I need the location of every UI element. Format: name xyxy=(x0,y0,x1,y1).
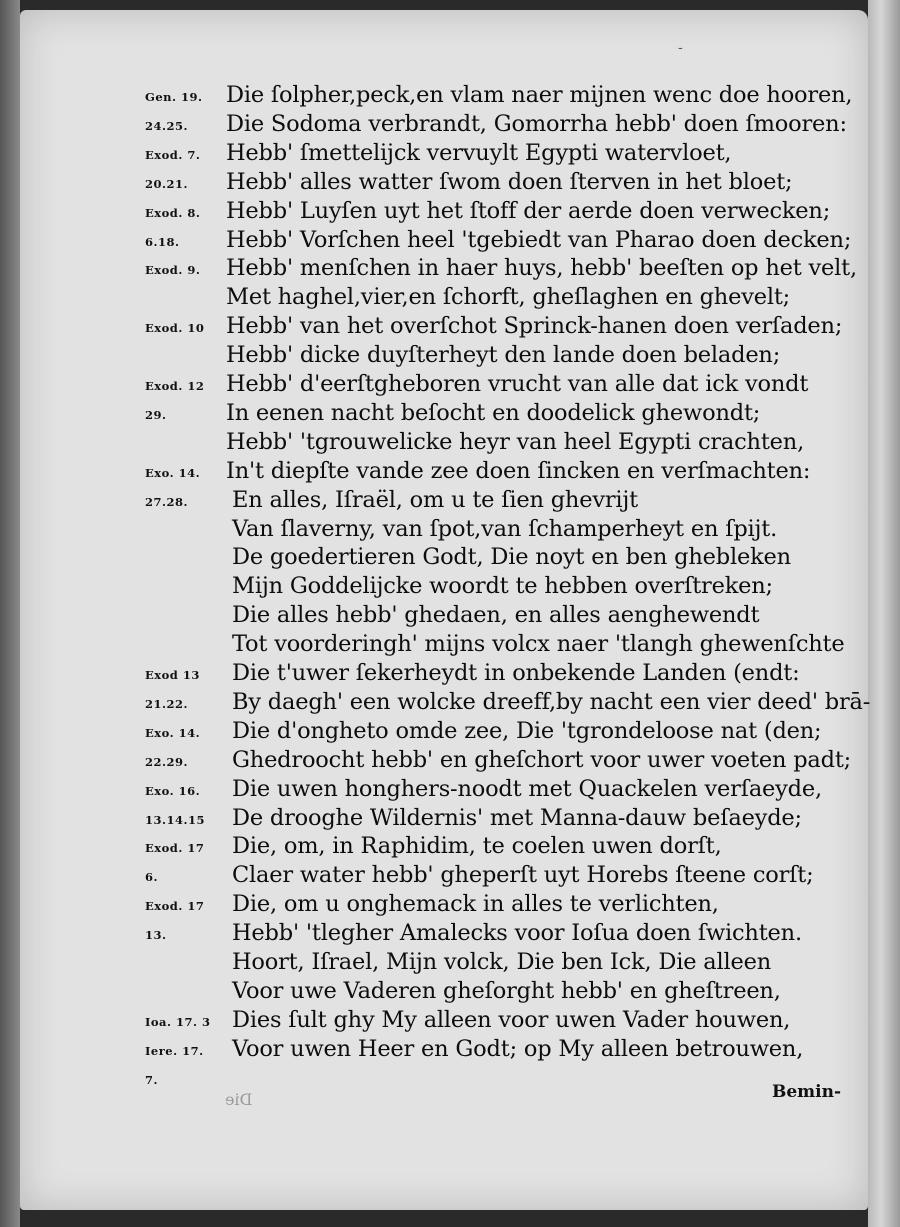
margin-note: 13.14.15 xyxy=(145,812,206,827)
verse-text: De drooghe Wildernis' met Manna-dauw beſaeyde; xyxy=(232,804,802,831)
margin-note: 6. xyxy=(145,870,159,885)
verse-line xyxy=(0,313,860,339)
verse-text: De goedertieren Godt, Die noyt en ben ghebleken xyxy=(232,544,791,571)
verse-line xyxy=(0,82,860,108)
verse-text: In eenen nacht beſocht en doodelick ghewondt; xyxy=(226,399,761,426)
margin-note: 22.29. xyxy=(145,754,189,769)
verse-text: Tot voorderingh' mijns volcx naer 'tlangh ghewenſchte xyxy=(232,631,845,658)
verse-line xyxy=(0,516,860,542)
verse-text: Hebb' alles watter ſwom doen ſterven in het bloet; xyxy=(226,168,793,195)
verse-line xyxy=(0,631,860,657)
verse-line xyxy=(0,140,860,166)
verse-text: In't diepſte vande zee doen ſincken en verſmachten: xyxy=(226,457,811,484)
margin-note: Exod. 8. xyxy=(145,205,201,220)
margin-note: Iere. 17. xyxy=(145,1043,204,1058)
verse-text: Die alles hebb' ghedaen, en alles aenghewendt xyxy=(232,602,760,629)
margin-note: 27.28. xyxy=(145,494,189,509)
verse-line xyxy=(0,1065,860,1091)
verse-text: Dies ſult ghy My alleen voor uwen Vader houwen, xyxy=(232,1006,791,1033)
margin-note: Exo. 14. xyxy=(145,465,201,480)
verse-line xyxy=(0,1007,860,1033)
verse-text: Hebb' menſchen in haer huys, hebb' beeſten op het velt, xyxy=(226,255,857,282)
verse-text: Claer water hebb' gheperſt uyt Horebs ſteene corſt; xyxy=(232,862,814,889)
verse-text: Hebb' 'tlegher Amalecks voor Ioſua doen ſwichten. xyxy=(232,920,802,947)
margin-note: Exo. 14. xyxy=(145,725,201,740)
margin-note: 21.22. xyxy=(145,696,189,711)
verse-line xyxy=(0,458,860,484)
margin-note: Exod. 12 xyxy=(145,379,205,393)
margin-note: 6.18. xyxy=(145,234,180,249)
margin-note: Exod. 7. xyxy=(145,147,201,162)
margin-note: 7. xyxy=(145,1072,159,1087)
verse-text: Van ſlaverny, van ſpot,van ſchamperheyt en ſpijt. xyxy=(232,515,778,542)
verse-line xyxy=(0,342,860,368)
margin-note: Exod 13 xyxy=(145,668,200,682)
verse-text: Ghedroocht hebb' en gheſchort voor uwer voeten padt; xyxy=(232,746,852,773)
verse-line xyxy=(0,805,860,831)
verse-line xyxy=(0,833,860,859)
verse-text: Hebb' dicke duyſterheyt den lande doen beladen; xyxy=(226,342,781,369)
verse-line xyxy=(0,747,860,773)
margin-note: Exod. 17 xyxy=(145,841,205,856)
verse-text: By daegh' een wolcke dreeff,by nacht een vier deed' brā- xyxy=(232,688,871,715)
margin-note: Exod. 17 xyxy=(145,899,205,914)
verse-text: Hebb' d'eerſtgheboren vrucht van alle dat ick vondt xyxy=(226,371,809,397)
verse-text: Die t'uwer ſekerheydt in onbekende Landen (endt: xyxy=(232,660,800,686)
verse-line xyxy=(0,544,860,570)
verse-text: Hebb' van het overſchot Sprinck-hanen doen verſaden; xyxy=(226,313,843,340)
bleed-through-text: Die xyxy=(225,1090,253,1109)
verse-text: Hebb' Luyſen uyt het ſtoff der aerde doen verwecken; xyxy=(226,197,831,224)
verse-line xyxy=(0,862,860,888)
verse-line xyxy=(0,487,860,513)
verse-line xyxy=(0,688,871,715)
verse-text: Hebb' ſmettelijck vervuylt Egypti watervloet, xyxy=(226,139,732,166)
verse-text: Die ſolpher,peck,en vlam naer mijnen wenc doe hooren, xyxy=(226,82,853,108)
verse-text: Mijn Goddelijcke woordt te hebben overſtreken; xyxy=(232,573,773,600)
verse-line xyxy=(0,660,860,686)
verse-text: Die d'ongheto omde zee, Die 'tgrondeloose nat (den; xyxy=(232,717,822,744)
verse-line xyxy=(0,371,860,397)
verse-text: Hebb' 'tgrouwelicke heyr van heel Egypti crachten, xyxy=(226,428,805,455)
verse-text: Die, om u onghemack in alles te verlichten, xyxy=(232,891,719,918)
verse-line xyxy=(0,949,860,975)
catchword: Bemin- xyxy=(772,1082,842,1102)
verse-line xyxy=(0,400,860,426)
margin-note: 29. xyxy=(145,407,167,422)
verse-line xyxy=(0,891,860,917)
verse-line xyxy=(0,429,860,455)
verse-text: Die Sodoma verbrandt, Gomorrha hebb' doen ſmooren: xyxy=(226,110,847,137)
verse-text: Voor uwen Heer en Godt; op My alleen betrouwen, xyxy=(232,1035,804,1062)
verse-line xyxy=(0,1036,860,1062)
verse-line xyxy=(0,227,860,253)
verse-line xyxy=(0,255,860,281)
margin-note: Gen. 19. xyxy=(145,90,203,104)
verse-line xyxy=(0,920,860,946)
verse-line xyxy=(0,776,860,802)
verse-line xyxy=(0,284,860,310)
verse-text: Die, om, in Raphidim, te coelen uwen dorſt, xyxy=(232,833,722,860)
verse-line xyxy=(0,573,860,599)
margin-note: 13. xyxy=(145,928,167,943)
verse-text: Hebb' Vorſchen heel 'tgebiedt van Pharao doen decken; xyxy=(226,226,852,253)
book-right-edge xyxy=(868,0,900,1227)
verse-line xyxy=(0,198,860,224)
verse-line xyxy=(0,169,860,195)
ink-mark: - xyxy=(678,40,683,56)
margin-note: 20.21. xyxy=(145,176,189,191)
verse-text: Die uwen honghers-noodt met Quackelen verſaeyde, xyxy=(232,775,822,802)
margin-note: Exod. 10 xyxy=(145,321,205,336)
margin-note: Ioa. 17. 3 xyxy=(145,1014,211,1029)
verse-line xyxy=(0,602,860,628)
margin-note: 24.25. xyxy=(145,118,189,133)
verse-line xyxy=(0,978,860,1004)
verse-line xyxy=(0,718,860,744)
verse-text: Voor uwe Vaderen gheſorght hebb' en gheſtreen, xyxy=(232,977,781,1004)
verse-text: En alles, Iſraël, om u te ſien ghevrijt xyxy=(232,486,639,513)
verse-text: Met haghel,vier,en ſchorft, gheſlaghen en ghevelt; xyxy=(226,284,791,311)
verse-text: Hoort, Iſrael, Mijn volck, Die ben Ick, Die alleen xyxy=(232,949,771,975)
margin-note: Exod. 9. xyxy=(145,263,201,278)
verse-line xyxy=(0,111,860,137)
margin-note: Exo. 16. xyxy=(145,783,201,798)
